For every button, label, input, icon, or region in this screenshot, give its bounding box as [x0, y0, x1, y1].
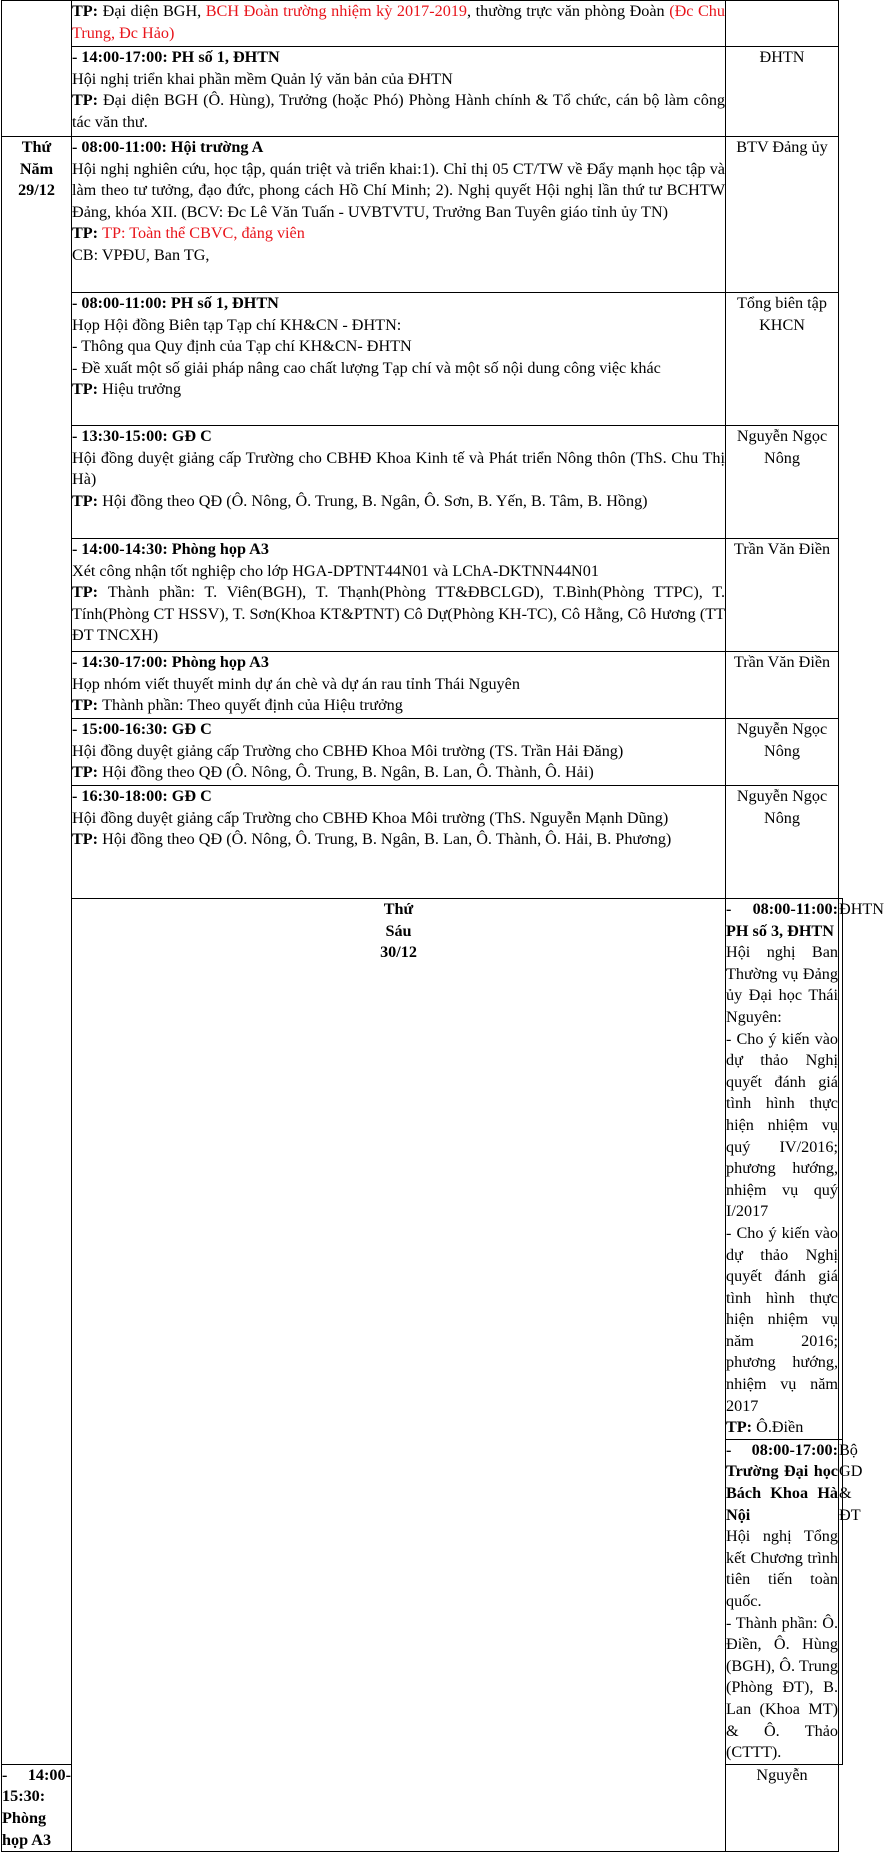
participants-value: Đại diện BGH (Ô. Hùng), Trưởng (hoặc Phó) Phòng Hành chính & Tổ chức, cán bộ làm công tác văn thư. [72, 91, 726, 131]
participants-line [72, 90, 725, 133]
chair-cell [726, 1, 839, 47]
participants-label: TP: [72, 583, 108, 602]
event-cell [72, 652, 726, 719]
event-time-location: - 14:30-17:00: Phòng họp A3 [72, 653, 269, 671]
chair-cell [726, 652, 839, 719]
event-time-location: - 16:30-18:00: GĐ C [72, 787, 212, 805]
schedule-row [2, 47, 843, 137]
event-description: - Đề xuất một số giải pháp nâng cao chất lượng Tạp chí và một số nội dung công việc khác [72, 358, 661, 377]
participants-line [72, 1, 725, 44]
text-segment: Đại diện BGH, [102, 2, 206, 20]
participants-value: Hội đồng theo QĐ (Ô. Nông, Ô. Trung, B. Ngân, Ô. Sơn, B. Yến, B. Tâm, B. Hồng) [102, 491, 648, 510]
chair-cell [726, 137, 839, 293]
event-description: - Thành phần: Ô. Điền, Ô. Hùng (BGH), Ô. Trung (Phòng ĐT), B. Lan (Khoa MT) & Ô. Thảo (CTTT). [726, 1613, 838, 1762]
chair-name: Tổng biên tập KHCN [737, 294, 827, 334]
event-time-location: - 14:00-17:00: PH số 1, ĐHTN [72, 48, 280, 66]
chair-cell [726, 719, 839, 786]
chair-name: Nguyễn Ngọc Nông [736, 720, 828, 760]
event-time-location: - 15:00-16:30: GĐ C [72, 720, 212, 738]
schedule-row [2, 1, 843, 47]
text-segment: , thường trực văn phòng Đoàn [467, 2, 670, 20]
participants-line [72, 582, 725, 647]
chair-cell [726, 293, 839, 426]
event-cell [72, 719, 726, 786]
event-note: CB: VPĐU, Ban TG, [72, 245, 210, 264]
schedule-row [2, 786, 843, 899]
event-time-location: - 08:00-11:00: PH số 1, ĐHTN [72, 294, 279, 312]
event-cell [72, 47, 726, 137]
event-description: Hội nghị Tổng kết Chương trình tiên tiến toàn quốc. [726, 1527, 838, 1610]
chair-cell [726, 426, 839, 539]
participants-line [72, 379, 725, 401]
chair-name: Bộ GD & ĐT [839, 1440, 863, 1524]
schedule-body [2, 1, 884, 1852]
participants-value: Hội đồng theo QĐ (Ô. Nông, Ô. Trung, B. Ngân, B. Lan, Ô. Thành, Ô. Hải, B. Phương) [102, 830, 672, 849]
participants-line [72, 695, 725, 717]
participants-line [72, 829, 725, 851]
participants-value: Hội đồng theo QĐ (Ô. Nông, Ô. Trung, B. Ngân, B. Lan, Ô. Thành, Ô. Hải) [102, 763, 594, 782]
chair-cell [839, 1439, 863, 1764]
event-cell [726, 1439, 839, 1764]
event-time-location: - 14:00-14:30: Phòng họp A3 [72, 540, 269, 558]
event-cell [72, 293, 726, 426]
chair-name: ĐHTN [759, 48, 805, 66]
participants-value: Thành phần: T. Viên(BGH), T. Thạnh(Phòng TT&ĐBCLGD), T.Bình(Phòng TTPC), T. Tính(Phòng CT HSSV), T. Sơn(Khoa KT&PTNT) Cô Dự(Phòng KH-TC), Cô Hằng, Cô Hương (TT ĐT TNCXH) [72, 583, 725, 645]
event-time-location: - 14:00-15:30: Phòng họp A3 [2, 1765, 71, 1849]
event-time-location: - 13:30-15:00: GĐ C [72, 427, 212, 445]
chair-cell [726, 539, 839, 652]
event-cell [2, 1764, 72, 1851]
schedule-table [1, 0, 884, 1852]
participants-value: TP: Toàn thể CBVC, đảng viên [102, 224, 305, 243]
event-cell [726, 899, 839, 1440]
participants-label: TP: [726, 1418, 757, 1437]
schedule-row [2, 652, 843, 719]
text-segment: BCH Đoàn trường nhiệm kỳ 2017-2019 [205, 2, 468, 20]
day-label: Sáu [385, 921, 412, 940]
day-label: Thứ [21, 138, 52, 156]
event-description: Hội nghị nghiên cứu, học tập, quán triệt và triển khai:1). Chỉ thị 05 CT/TW về Đẩy mạnh học tập và làm theo tư tưởng, đạo đức, phong cách Hồ Chí Minh; 2). Nghị quyết Hội nghị lần thứ tư BCHTW Đảng, khóa XII. (BCV: Đc Lê Văn Tuấn - UVBTVTU, Trưởng Ban Tuyên giáo tỉnh ủy TN) [72, 159, 725, 221]
chair-name: Nguyễn Ngọc Nông [736, 427, 828, 467]
schedule-row [2, 426, 843, 539]
event-cell [72, 786, 726, 899]
event-description: Họp Hội đồng Biên tạp Tạp chí KH&CN - ĐHTN: [72, 315, 402, 334]
participants-label: TP: [72, 830, 103, 849]
text-segment: (Đc Chu Trung, Đc Hảo) [72, 2, 725, 42]
schedule-row [2, 137, 843, 293]
chair-name: BTV Đảng ủy [736, 138, 828, 156]
event-cell [72, 539, 726, 652]
schedule-row [2, 539, 843, 652]
participants-value: Hiệu trưởng [102, 380, 182, 399]
participants-line [72, 762, 725, 784]
participants-label: TP: [72, 91, 103, 110]
event-description: - Thông qua Quy định của Tạp chí KH&CN- ĐHTN [72, 337, 412, 356]
chair-name: Nguyễn [756, 1765, 808, 1784]
day-label: Thứ [383, 900, 414, 918]
chair-cell [726, 47, 839, 137]
schedule-row [2, 899, 843, 1440]
day-label: 29/12 [18, 181, 55, 200]
chair-name: Nguyễn Ngọc Nông [736, 787, 828, 827]
chair-name: Trần Văn Điền [733, 653, 831, 671]
event-description: - Cho ý kiến vào dự thảo Nghị quyết đánh giá tình hình thực hiện nhiệm vụ quý IV/2016; phương hướng, nhiệm vụ quý I/2017 [726, 1029, 838, 1221]
chair-cell [839, 899, 884, 1440]
participants-label: TP: [72, 491, 103, 510]
event-description: Xét công nhận tốt nghiệp cho lớp HGA-DPTNT44N01 và LChA-DKTNN44N01 [72, 561, 599, 580]
participants-line [726, 1417, 838, 1439]
chair-cell [726, 786, 839, 899]
schedule-row [2, 293, 843, 426]
chair-name: Trần Văn Điền [733, 540, 831, 558]
participants-line [72, 491, 725, 513]
day-cell [72, 899, 726, 1852]
participants-label: TP: [72, 224, 103, 243]
participants-label: TP: [72, 696, 103, 715]
event-description: Hội nghị triển khai phần mềm Quản lý văn bản của ĐHTN [72, 69, 453, 88]
participants-line [72, 223, 725, 245]
event-description: Họp nhóm viết thuyết minh dự án chè và dự án rau tỉnh Thái Nguyên [72, 674, 520, 693]
event-time-location: - 08:00-11:00: PH số 3, ĐHTN [726, 900, 838, 940]
schedule-row [2, 719, 843, 786]
chair-name: ĐHTN [839, 900, 884, 918]
event-description: Hội đồng duyệt giảng cấp Trường cho CBHĐ Khoa Môi trường (TS. Trần Hải Đăng) [72, 741, 624, 760]
event-description: Hội đồng duyệt giảng cấp Trường cho CBHĐ Khoa Kinh tế và Phát triển Nông thôn (ThS. Chu Thị Hà) [72, 448, 725, 489]
text-segment: TP: [72, 2, 103, 20]
event-description: - Cho ý kiến vào dự thảo Nghị quyết đánh giá tình hình thực hiện nhiệm vụ năm 2016; phương hướng, nhiệm vụ năm 2017 [726, 1223, 838, 1415]
participants-label: TP: [72, 763, 103, 782]
event-time-location: - 08:00-11:00: Hội trường A [72, 138, 264, 156]
day-label: 30/12 [380, 943, 417, 962]
event-description: Hội đồng duyệt giảng cấp Trường cho CBHĐ Khoa Môi trường (ThS. Nguyễn Mạnh Dũng) [72, 808, 669, 827]
chair-cell [726, 1764, 839, 1851]
event-cell [72, 137, 726, 293]
day-cell [2, 1, 72, 137]
participants-value: Thành phần: Theo quyết định của Hiệu trưởng [102, 696, 403, 715]
participants-label: TP: [72, 380, 103, 399]
event-cell [72, 1, 726, 47]
event-time-location: - 08:00-17:00: Trường Đại học Bách Khoa Hà Nội [726, 1440, 838, 1524]
day-cell [2, 137, 72, 1765]
day-label: Năm [19, 159, 54, 178]
participants-value: Ô.Điền [756, 1418, 804, 1437]
event-description: Hội nghị Ban Thường vụ Đảng ủy Đại học Thái Nguyên: [726, 943, 838, 1026]
event-cell [72, 426, 726, 539]
